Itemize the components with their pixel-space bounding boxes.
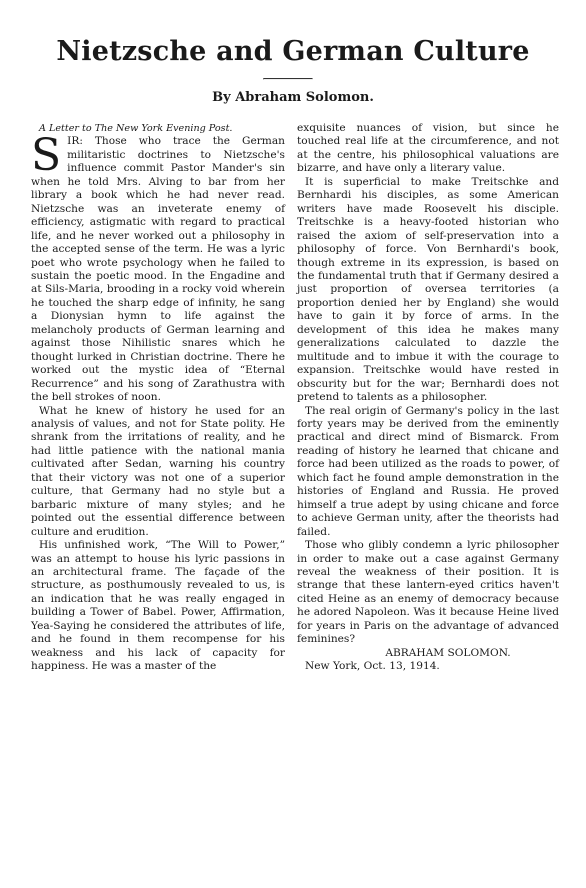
place-date: New York, Oct. 13, 1914.	[305, 660, 440, 673]
right-column	[297, 122, 559, 674]
paragraph-6: The real origin of Germany's policy in the last forty years may be derived from the eminently practical and direct mind of Bismarck. From reading of history he learned that chicane and force had been utilized as the roads to power, of which fact he found ample demonstration in the histories of England and Russia. He proved himself a true adept by using chicane and force to achieve German unity, after the theorists had failed.	[297, 404, 559, 538]
paragraph-2: What he knew of history he used for an analysis of values, and not for State polity. He shrank from the irritations of reality, and he had little patience with the national mania cultivated after Sedan, warning his country that their victory was not one of a superior culture, that Germany had no style but a barbaric mixture of many styles; and he pointed out the essential difference between culture and erudition.	[31, 404, 285, 538]
paragraph-1	[31, 130, 285, 404]
signature: ABRAHAM SOLOMON.	[385, 646, 511, 659]
paragraph-7: Those who glibly condemn a lyric philosopher in order to make out a case against Germany reveal the weakness of their position. It is strange that these lantern-eyed critics haven't cited Heine as an enemy of democracy because he adored Napoleon. Was it because Heine lived for years in Paris on the advantage of advanced feminines?	[297, 539, 559, 646]
article-title: Nietzsche and German Culture	[56, 36, 530, 67]
paragraph-3: His unfinished work, “The Will to Power,” was an attempt to house his lyric passions in an architectural frame. The façade of the structure, as posthumously revealed to us, is an indication that he was really engaged in building a Tower of Babel. Power, Affirmation, Yea-Saying he considered the attributes of life, and he found in them recompense for his weakness and his lack of capacity for happiness. He was a master of the	[31, 539, 285, 673]
title-rule	[263, 78, 313, 80]
paragraph-4: exquisite nuances of vision, but since he touched real life at the circumference, and not at the centre, his philosophical valuations are bizarre, and have only a literary value.	[297, 122, 559, 175]
left-column	[31, 122, 285, 674]
article-byline: By Abraham Solomon.	[212, 90, 374, 105]
drop-cap: S	[31, 130, 62, 182]
letter-intro: A Letter to The New York Evening Post.	[39, 123, 233, 134]
paragraph-1-text: IR: Those who trace the German militaristic doctrines to Nietzsche's influence commit Pastor Mander's sin when he told Mrs. Alving to bar from her library a book which he had never read. Nietzsche was an inveterate enemy of efficiency, astigmatic with regard to practical life, and he never worked out a philosophy in the accepted sense of the term. He was a lyric poet who wrote psychology when he failed to sustain the poetic mood. In the Engadine and at Sils-Maria, brooding in a rocky void wherein he touched the sharp edge of infinity, he sang a Dionysian hymn to life against the melancholy products of German learning and against those Nihilistic snares which he thought lurked in Christian doctrine. There he worked out the mystic idea of “Eternal Recurrence” and his song of Zarathustra with the bell strokes of noon.	[31, 135, 285, 404]
paragraph-5: It is superficial to make Treitschke and Bernhardi his disciples, as some American writers have made Roosevelt his disciple. Treitschke is a heavy-footed historian who raised the axiom of self-preservation into a philosophy of force. Von Bernhardi's book, though extreme in its expression, is based on the fundamental truth that if Germany desired a just proportion of oversea territories (a proportion denied her by England) she would have to gain it by force of arms. In the development of this idea he makes many generalizations calculated to dazzle the multitude and to imbue it with the courage to expansion. Treitschke would have rested in obscurity but for the war; Bernhardi does not pretend to talents as a philosopher.	[297, 175, 559, 404]
